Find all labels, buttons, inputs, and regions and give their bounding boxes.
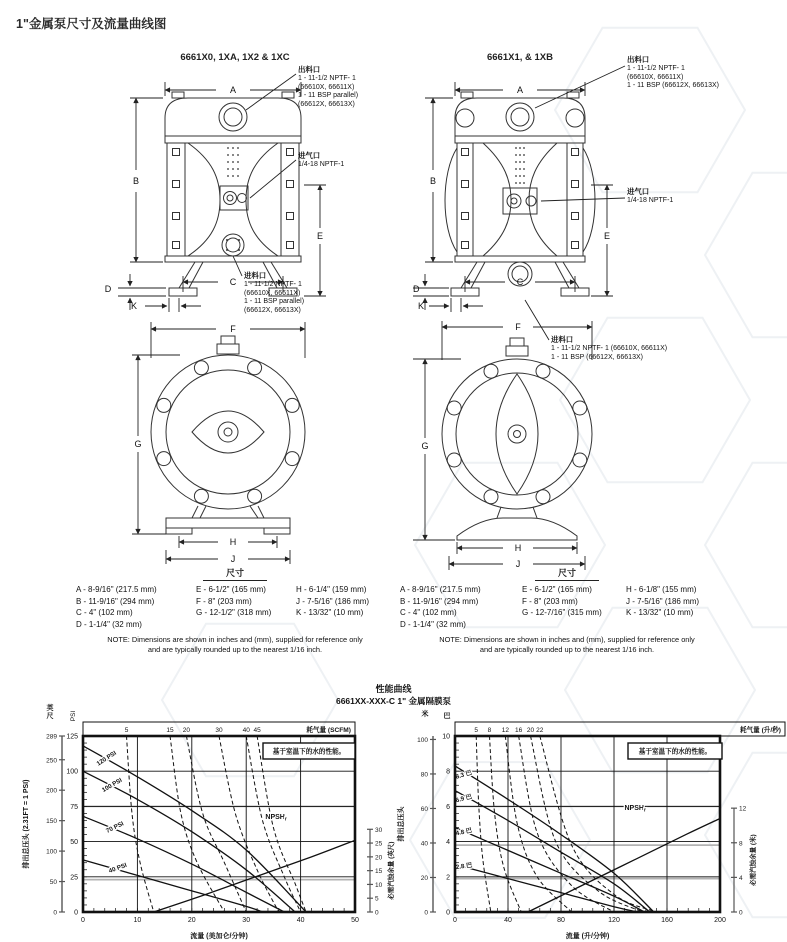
svg-text:E: E — [603, 231, 611, 241]
svg-text:125: 125 — [66, 733, 78, 741]
dimension-table-right — [400, 566, 734, 654]
svg-text:25: 25 — [375, 840, 383, 848]
svg-text:250: 250 — [46, 757, 57, 765]
svg-text:尺: 尺 — [46, 713, 54, 720]
svg-text:4.8 巴: 4.8 巴 — [455, 827, 473, 838]
dim-value: A - 8-9/16" (217.5 mm) — [76, 585, 157, 594]
svg-text:0: 0 — [424, 909, 428, 917]
callout-air-inlet — [298, 152, 344, 170]
callout-line: 1 - 11-1/2 NPTF- 1 — [244, 280, 302, 288]
dim-column — [76, 584, 196, 630]
svg-text:6: 6 — [446, 803, 450, 811]
callout-outlet — [298, 66, 358, 110]
svg-text:0: 0 — [375, 909, 379, 917]
svg-text:排出总压头 (2.31FT = 1 PSI): 排出总压头 (2.31FT = 1 PSI) — [23, 779, 30, 869]
callout-outlet-title: 出料口 — [298, 65, 321, 74]
svg-text:120: 120 — [608, 917, 620, 924]
svg-text:40 PSI: 40 PSI — [107, 861, 128, 875]
svg-text:40: 40 — [420, 840, 428, 848]
callout-inlet-title: 进料口 — [551, 335, 574, 344]
callout-line: (66610X, 66611X) — [244, 289, 301, 297]
dim-value: C - 4" (102 mm) — [76, 608, 133, 617]
svg-text:排出总压头: 排出总压头 — [398, 806, 405, 842]
note-line: NOTE: Dimensions are shown in inches and (mm), supplied for reference only — [439, 635, 695, 644]
svg-text:0: 0 — [81, 917, 85, 924]
callout-outlet — [627, 56, 719, 91]
svg-text:5: 5 — [375, 895, 379, 903]
svg-text:289: 289 — [46, 733, 57, 741]
svg-text:0: 0 — [53, 909, 57, 917]
callout-outlet-title: 出料口 — [627, 55, 650, 64]
dim-value: H - 6-1/8" (155 mm) — [626, 585, 697, 594]
svg-text:米: 米 — [421, 711, 429, 718]
svg-text:10: 10 — [375, 881, 383, 889]
callout-line: 1 - 11 BSP (66612X, 66613X) — [551, 353, 643, 361]
dim-value: K - 13/32" (10 mm) — [296, 608, 364, 617]
svg-text:15: 15 — [375, 868, 383, 876]
svg-text:8: 8 — [487, 727, 492, 734]
svg-text:E: E — [316, 231, 324, 241]
svg-text:NPSHr: $NPSH_r$ — [265, 814, 287, 823]
dim-column — [400, 584, 522, 630]
performance-chart-us — [16, 700, 400, 942]
dim-value: C - 4" (102 mm) — [400, 608, 457, 617]
svg-text:0: 0 — [446, 909, 450, 917]
svg-text:H: H — [514, 543, 522, 553]
svg-text:50: 50 — [351, 917, 359, 924]
svg-text:40: 40 — [296, 917, 305, 924]
dimension-note — [76, 635, 394, 654]
pump-drawing-right-svg — [405, 48, 785, 588]
svg-text:C: C — [516, 277, 524, 287]
svg-text:必需汽蚀余量 (英尺): 必需汽蚀余量 (英尺) — [388, 841, 395, 900]
svg-text:基于室温下的水的性能。: 基于室温下的水的性能。 — [272, 748, 346, 756]
charts-heading-line2: 6661XX-XXX-C 1" 金属隔膜泵 — [335, 696, 452, 706]
svg-text:100: 100 — [417, 736, 428, 744]
svg-text:20: 20 — [182, 727, 190, 734]
svg-text:PSI: PSI — [70, 710, 77, 722]
callout-inlet-title: 进料口 — [244, 271, 267, 280]
callout-line: 1 - 11-1/2 NPTF- 1 — [627, 64, 685, 72]
svg-text:G: G — [421, 441, 429, 451]
pump-drawing-right — [405, 48, 785, 588]
svg-text:30: 30 — [215, 727, 223, 734]
svg-text:6.9 巴: 6.9 巴 — [455, 793, 473, 805]
dim-value: E - 6-1/2" (165 mm) — [196, 585, 266, 594]
svg-text:8.3 巴: 8.3 巴 — [454, 769, 473, 781]
svg-text:4: 4 — [446, 839, 450, 847]
dim-value: J - 7-5/16" (186 mm) — [626, 596, 700, 606]
svg-text:2: 2 — [446, 874, 450, 882]
svg-text:A: A — [516, 85, 524, 95]
svg-text:2.8 巴: 2.8 巴 — [455, 861, 473, 872]
svg-text:10: 10 — [442, 733, 450, 741]
svg-text:200: 200 — [46, 787, 57, 795]
page-title: 1"金属泵尺寸及流量曲线图 — [16, 17, 167, 31]
svg-text:25: 25 — [70, 874, 78, 882]
svg-text:120 PSI: 120 PSI — [95, 749, 118, 768]
svg-text:80: 80 — [420, 771, 428, 779]
svg-text:G: G — [134, 439, 142, 449]
pump-drawing-left — [70, 48, 405, 588]
dim-value: D - 1-1/4" (32 mm) — [400, 619, 466, 629]
callout-line: (66610X, 66611X) — [627, 73, 684, 81]
svg-text:150: 150 — [46, 818, 57, 826]
svg-text:0: 0 — [739, 909, 743, 917]
callout-line: 1 - 11 BSP parallel) — [244, 298, 305, 306]
svg-text:160: 160 — [661, 917, 673, 924]
dimension-lines — [413, 66, 625, 570]
dim-value: G - 12-7/16" (315 mm) — [522, 608, 602, 617]
svg-text:16: 16 — [514, 727, 523, 734]
dimension-note — [400, 635, 734, 654]
svg-text:5: 5 — [124, 727, 129, 734]
callout-line: 1 - 11-1/2 NPTF- 1 (66610X, 66611X) — [551, 344, 668, 352]
svg-text:J: J — [230, 554, 236, 564]
svg-text:耗气量 (SCFM): 耗气量 (SCFM) — [306, 727, 351, 734]
svg-text:英: 英 — [46, 705, 54, 712]
svg-text:20: 20 — [187, 917, 196, 924]
callout-air-inlet — [627, 188, 673, 206]
svg-text:D: D — [104, 284, 112, 294]
svg-text:8: 8 — [446, 768, 450, 776]
svg-text:12: 12 — [501, 727, 509, 734]
dimension-lines — [118, 74, 326, 564]
callout-line: (66610X, 66611X) — [298, 83, 355, 91]
svg-text:A: A — [229, 85, 237, 95]
svg-text:8: 8 — [739, 840, 743, 848]
svg-text:B: B — [429, 176, 437, 186]
callout-fluid-inlet — [551, 336, 667, 362]
svg-text:B: B — [132, 176, 140, 186]
callout-air-title: 进气口 — [627, 187, 650, 196]
svg-text:必需汽蚀余量 (米): 必需汽蚀余量 (米) — [750, 834, 757, 886]
dim-value: B - 11-9/16" (294 mm) — [76, 596, 155, 606]
dim-value: D - 1-1/4" (32 mm) — [76, 619, 142, 629]
pump-front-view — [445, 92, 595, 296]
svg-text:J: J — [515, 559, 521, 569]
callout-line: 1/4-18 NPTF-1 — [627, 196, 674, 204]
svg-text:30: 30 — [242, 917, 251, 924]
dim-value: K - 13/32" (10 mm) — [626, 608, 694, 617]
note-line: and are typically rounded up to the nearest 1/16 inch. — [479, 644, 655, 654]
svg-text:20: 20 — [375, 854, 383, 862]
performance-chart-metric — [393, 700, 787, 942]
svg-text:5: 5 — [474, 727, 479, 734]
dim-value: F - 8" (203 mm) — [196, 596, 252, 606]
svg-text:流量 (升/分钟): 流量 (升/分钟) — [565, 933, 610, 940]
svg-text:50: 50 — [70, 839, 78, 847]
svg-text:K: K — [417, 301, 425, 311]
dimension-table-title: 尺寸 — [535, 566, 599, 581]
svg-text:22: 22 — [536, 727, 544, 734]
svg-text:30: 30 — [375, 826, 383, 834]
dim-value: A - 8-9/16" (217.5 mm) — [400, 585, 481, 594]
dim-column — [522, 584, 626, 630]
svg-text:基于室温下的水的性能。: 基于室温下的水的性能。 — [638, 748, 712, 756]
dim-value: B - 11-9/16" (294 mm) — [400, 596, 479, 606]
svg-text:K: K — [130, 301, 138, 311]
svg-text:80: 80 — [557, 917, 565, 924]
charts-heading-line1: 性能曲线 — [375, 684, 412, 694]
svg-text:100: 100 — [66, 768, 78, 776]
svg-text:100: 100 — [46, 848, 57, 856]
callout-line: 1/4-18 NPTF-1 — [298, 160, 345, 168]
pump-model-title: 6661X0, 1XA, 1X2 & 1XC — [180, 52, 290, 63]
dim-value: F - 8" (203 mm) — [522, 596, 578, 606]
callout-fluid-inlet — [244, 272, 304, 316]
svg-text:20: 20 — [526, 727, 535, 734]
callout-line: 1 - 11-1/2 NPTF- 1 — [298, 74, 356, 82]
pump-model-title: 6661X1, & 1XB — [486, 52, 553, 63]
svg-text:F: F — [515, 322, 521, 332]
svg-text:D: D — [413, 284, 420, 294]
callout-line: 1 - 11 BSP (66612X, 66613X) — [627, 82, 719, 90]
svg-text:100 PSI: 100 PSI — [100, 776, 124, 794]
dim-column — [626, 584, 726, 630]
dim-value: G - 12-1/2" (318 mm) — [196, 608, 272, 617]
pump-bottom-view — [151, 336, 305, 534]
svg-text:40: 40 — [242, 727, 250, 734]
svg-text:4: 4 — [739, 874, 743, 882]
svg-text:70 PSI: 70 PSI — [105, 820, 125, 835]
pump-drawing-left-svg — [70, 48, 405, 588]
svg-text:NPSHr: $NPSH_r$ — [624, 804, 646, 814]
svg-text:巴: 巴 — [443, 713, 451, 720]
svg-text:50: 50 — [49, 879, 57, 887]
svg-text:12: 12 — [739, 805, 747, 813]
callout-line: (66612X, 66613X) — [244, 307, 301, 315]
dim-value: J - 7-5/16" (186 mm) — [296, 596, 370, 606]
svg-text:F: F — [230, 324, 236, 334]
svg-text:45: 45 — [253, 727, 261, 734]
dim-value: E - 6-1/2" (165 mm) — [522, 585, 592, 594]
svg-text:15: 15 — [166, 727, 174, 734]
svg-text:C: C — [229, 277, 237, 287]
svg-text:0: 0 — [74, 909, 78, 917]
svg-text:10: 10 — [133, 917, 142, 924]
svg-text:耗气量 (升/秒): 耗气量 (升/秒) — [739, 727, 781, 734]
dim-column — [296, 584, 394, 630]
dimension-table-title: 尺寸 — [203, 566, 267, 581]
note-line: NOTE: Dimensions are shown in inches and (mm), supplied for reference only — [107, 635, 363, 644]
dim-column — [196, 584, 296, 630]
pump-front-view — [165, 92, 301, 296]
dim-value: H - 6-1/4" (159 mm) — [296, 585, 367, 594]
svg-text:H: H — [229, 537, 237, 547]
pump-bottom-view — [442, 338, 592, 540]
svg-text:60: 60 — [420, 805, 428, 813]
callout-air-title: 进气口 — [298, 151, 321, 160]
callout-line: (66612X, 66613X) — [298, 101, 355, 109]
svg-text:20: 20 — [420, 874, 428, 882]
dimension-table-left — [76, 566, 394, 654]
svg-text:流量 (美加仑/分钟): 流量 (美加仑/分钟) — [190, 933, 248, 940]
pump-front-valve-dots — [515, 147, 525, 184]
svg-text:40: 40 — [504, 917, 512, 924]
note-line: and are typically rounded up to the nearest 1/16 inch. — [147, 644, 323, 654]
svg-text:75: 75 — [70, 803, 78, 811]
svg-text:0: 0 — [453, 917, 457, 924]
svg-text:200: 200 — [714, 917, 726, 924]
callout-line: 1 - 11 BSP parallel) — [298, 92, 359, 100]
